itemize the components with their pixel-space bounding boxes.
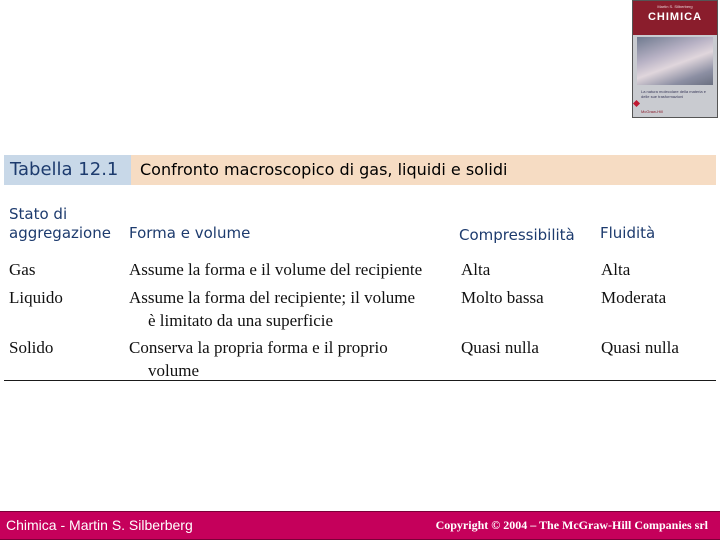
cover-artwork — [637, 37, 713, 85]
column-header-compressibilita: Compressibilità — [459, 226, 575, 244]
row-solido-forma-line2: volume — [148, 361, 199, 380]
row-liquido-forma — [129, 286, 449, 332]
row-liquido-stato: Liquido — [9, 288, 63, 307]
row-liquido-fluidita: Moderata — [601, 288, 667, 307]
row-gas-compressibilita: Alta — [461, 260, 491, 279]
footer-author: Martin S. Silberberg — [69, 517, 193, 533]
row-solido-compressibilita: Quasi nulla — [461, 338, 539, 357]
row-solido-forma — [129, 336, 449, 382]
cover-subtitle: La natura molecolare della materia e delle sue trasformazioni — [641, 89, 706, 99]
table-bottom-rule — [4, 380, 716, 381]
footer-bar — [0, 511, 720, 540]
row-gas-forma — [129, 258, 449, 281]
row-liquido-forma-line2: è limitato da una superficie — [148, 311, 334, 330]
table-title-band — [4, 155, 716, 185]
footer-book-title: Chimica — [6, 517, 57, 533]
cover-title: CHIMICA — [647, 11, 703, 23]
footer-copyright: Copyright © 2004 – The McGraw-Hill Companies srl — [435, 518, 708, 532]
cover-diamond-icon — [633, 100, 640, 107]
row-solido-stato: Solido — [9, 338, 54, 357]
row-solido-forma-line1: Conserva la propria forma e il proprio — [129, 338, 388, 357]
row-gas-stato: Gas — [9, 260, 36, 279]
footer-separator: - — [56, 517, 70, 533]
row-liquido-compressibilita: Molto bassa — [461, 288, 544, 307]
table-title: Confronto macroscopico di gas, liquidi e solidi — [140, 160, 508, 179]
column-header-fluidita: Fluidità — [600, 224, 656, 242]
cover-author: Martin S. Silberberg — [657, 4, 693, 9]
book-cover-image — [632, 0, 718, 118]
row-liquido-forma-line1: Assume la forma del recipiente; il volume — [129, 288, 416, 307]
footer-credit — [6, 512, 193, 539]
row-gas-fluidita: Alta — [601, 260, 631, 279]
row-gas-forma-line1: Assume la forma e il volume del recipiente — [129, 260, 423, 279]
column-header-forma: Forma e volume — [129, 224, 251, 242]
row-solido-fluidita: Quasi nulla — [601, 338, 679, 357]
cover-publisher: McGraw-Hill — [641, 109, 663, 114]
table-number: Tabella 12.1 — [4, 155, 131, 185]
cover-header — [633, 1, 717, 35]
column-header-stato: Stato di aggregazione — [9, 205, 111, 242]
